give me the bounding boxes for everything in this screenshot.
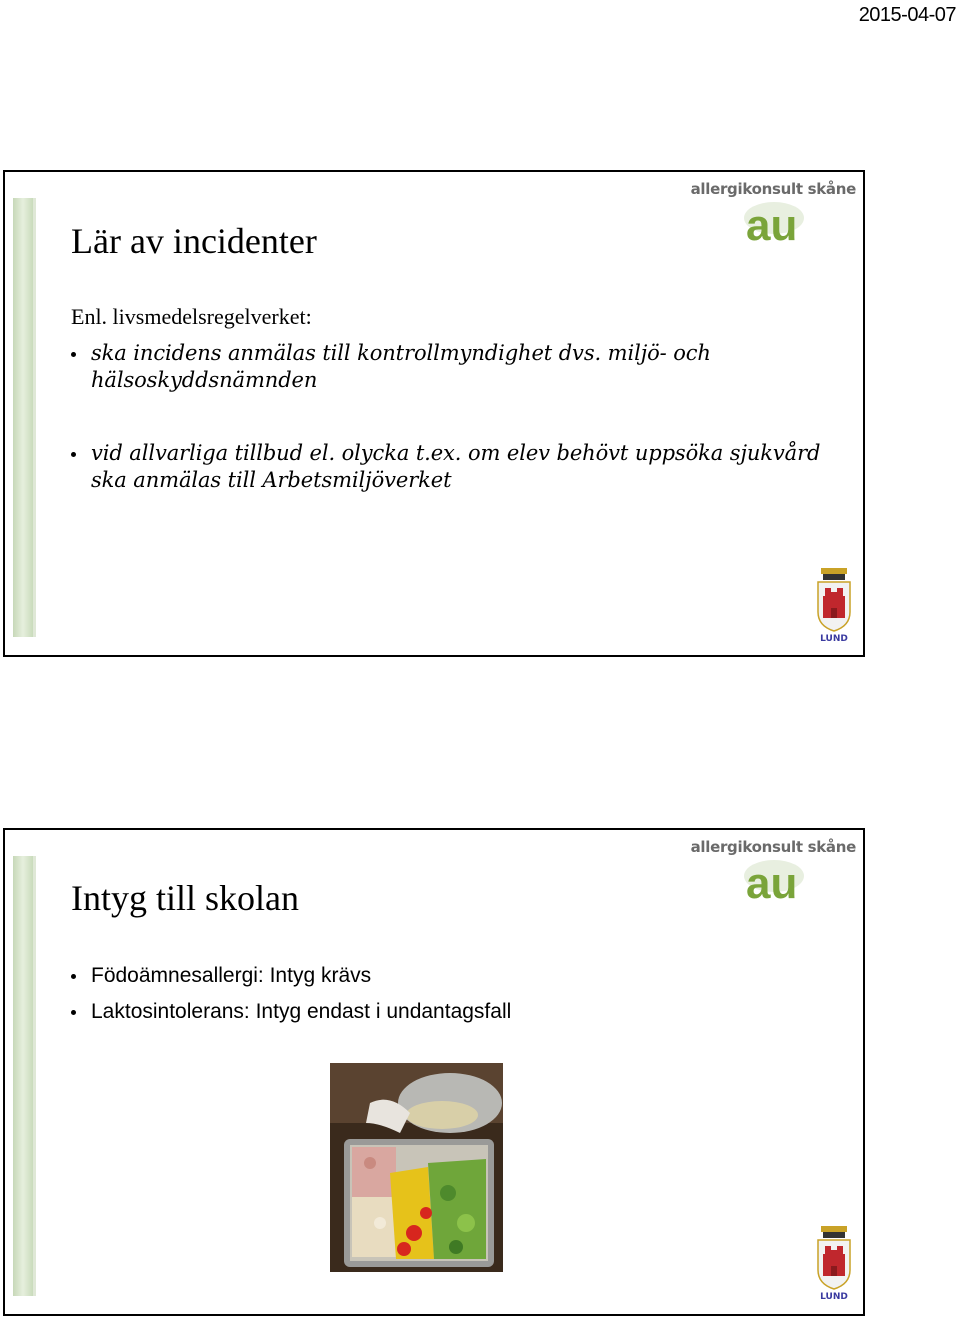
slide-lar-av-incidenter [3,170,865,657]
bullet-dot [71,352,76,357]
crest-label: LUND [820,1292,848,1302]
bullet-dot [71,974,76,979]
bullet-text: vid allvarliga tillbud el. olycka t.ex. om elev behövt uppsöka sjukvård ska anmälas till Arbetsmiljöverket [91,441,821,492]
list-item [71,340,831,394]
crest-label: LUND [820,634,848,644]
slide-intro: Enl. livsmedelsregelverket: [71,304,312,329]
allergikonsult-logo [690,836,860,904]
slide-intyg-till-skolan [3,828,865,1316]
slide-sidebar-decoration [13,198,33,637]
slide-title: Intyg till skolan [71,878,299,918]
bullet-text: ska incidens anmälas till kontrollmyndighet dvs. miljö- och hälsoskyddsnämnden [91,341,711,392]
logo-text: allergikonsult skåne [690,180,856,198]
list-item [71,963,831,989]
slide-title: Lär av incidenter [71,221,317,261]
logo-text: allergikonsult skåne [690,838,856,856]
logo-mark: au [746,201,798,244]
header-date: 2015-04-07 [858,4,956,26]
logo-mark: au [746,859,798,902]
bullet-dot [71,1010,76,1015]
slide-sidebar-decoration [13,856,33,1296]
bullet-dot [71,452,76,457]
allergikonsult-logo-icon [728,196,818,244]
lund-crest [815,1226,853,1302]
lund-crest-icon [815,568,853,632]
list-item [71,999,831,1025]
allergikonsult-logo [690,178,860,246]
allergikonsult-logo-icon [728,854,818,902]
lund-crest-icon [815,1226,853,1290]
lund-crest [815,568,853,644]
list-item [71,440,831,494]
salad-photo [330,1063,503,1272]
bullet-text: Födoämnesallergi: Intyg krävs [91,964,372,987]
bullet-text: Laktosintolerans: Intyg endast i undantagsfall [91,1000,512,1023]
